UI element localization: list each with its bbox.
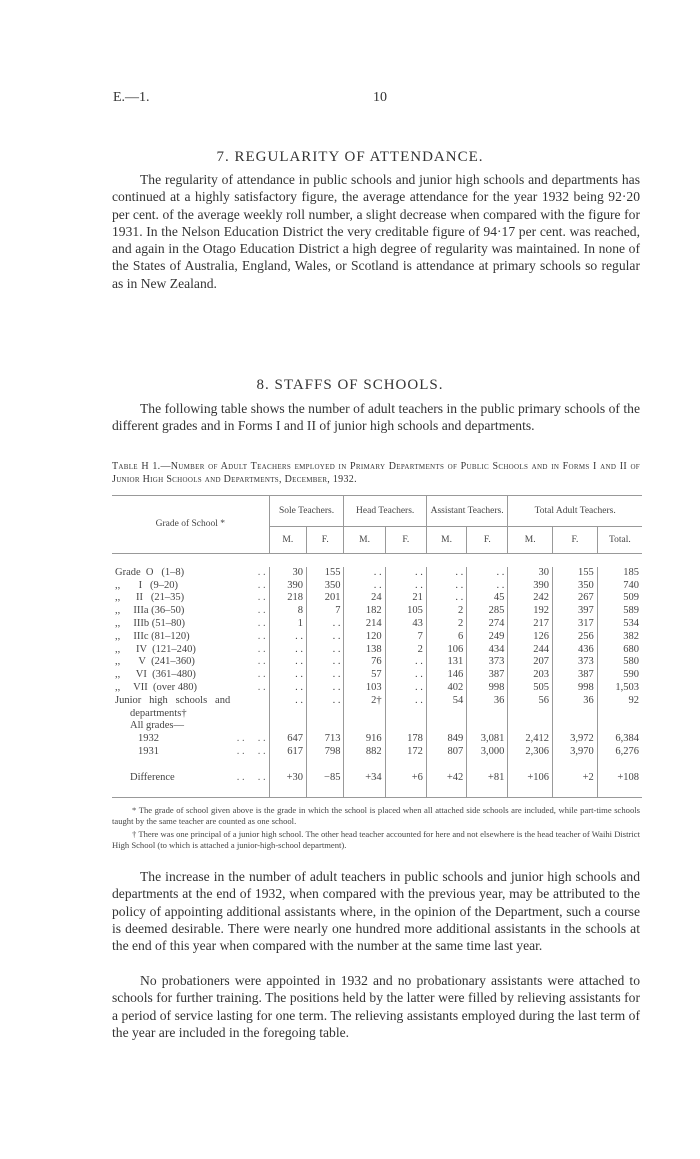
table-cell: 350 xyxy=(307,580,344,593)
table-cell: 36 xyxy=(553,695,598,708)
table-cell: 207 xyxy=(508,656,553,669)
row-grade-label: ,, V (241–360) xyxy=(115,656,195,668)
table-cell: 242 xyxy=(508,592,553,605)
header-m: M. xyxy=(426,527,466,554)
table-cell: . . xyxy=(307,618,344,631)
table-cell: 617 xyxy=(269,746,306,759)
row-grade-label: ,, IV (121–240) xyxy=(115,643,196,655)
table-cell: . . xyxy=(426,567,466,580)
table-cell: 2,412 xyxy=(508,733,553,746)
row-continuation: departments† xyxy=(130,707,187,719)
table-cell: 680 xyxy=(597,644,642,657)
teachers-table xyxy=(112,495,642,798)
table-cell: 589 xyxy=(597,605,642,618)
table-cell: 849 xyxy=(426,733,466,746)
table-cell: . . xyxy=(385,682,426,695)
table-cell: . . xyxy=(307,695,344,708)
table-cell: 2† xyxy=(344,695,385,708)
row-leader-dots: . . xyxy=(257,592,266,604)
table-cell: 76 xyxy=(344,656,385,669)
table-cell: +6 xyxy=(385,772,426,785)
table-cell: . . xyxy=(385,656,426,669)
table-cell: 3,970 xyxy=(553,746,598,759)
table-cell: 54 xyxy=(426,695,466,708)
row-leader-dots: . . xyxy=(257,579,266,591)
row-grade-label: ,, IIIa (36–50) xyxy=(115,605,185,617)
table-cell: . . xyxy=(269,695,306,708)
table-row xyxy=(112,567,642,580)
row-grade-label: Difference xyxy=(130,771,175,783)
table-cell: 2 xyxy=(426,605,466,618)
table-cell: . . xyxy=(385,669,426,682)
table-cell: 214 xyxy=(344,618,385,631)
row-leader-dots xyxy=(233,695,269,708)
table-cell: 192 xyxy=(508,605,553,618)
row-leader-dots: . . xyxy=(257,656,266,668)
table-cell: 24 xyxy=(344,592,385,605)
table-cell: 201 xyxy=(307,592,344,605)
table-cell: . . xyxy=(269,631,306,644)
header-total-col: Total. xyxy=(597,527,642,554)
table-cell: −85 xyxy=(307,772,344,785)
header-f: F. xyxy=(553,527,598,554)
table-cell: 172 xyxy=(385,746,426,759)
table-cell: 317 xyxy=(553,618,598,631)
row-leader-dots: . . xyxy=(257,630,266,642)
table-cell: 178 xyxy=(385,733,426,746)
row-grade-label: ,, I (9–20) xyxy=(115,579,178,591)
table-row-year xyxy=(112,733,642,746)
table-row-year xyxy=(112,746,642,759)
table-cell: 92 xyxy=(597,695,642,708)
closing-paragraph-2: No probationers were appointed in 1932 and no probationary assistants were attached to schools for further training. The positions held by the latter were filled by relieving assistants for a period of service lasting for one term. The relieving assistants employed during the last term of the year are included in the foregoing table. xyxy=(112,973,640,1040)
table-caption: Table H 1.—Number of Adult Teachers employed in Primary Departments of Public Schools and in Forms I and II of Junior High Schools and Departments, December, 1932. xyxy=(112,461,640,485)
table-cell: 218 xyxy=(269,592,306,605)
table-row xyxy=(112,592,642,605)
table-cell: 580 xyxy=(597,656,642,669)
table-cell: 56 xyxy=(508,695,553,708)
header-f: F. xyxy=(307,527,344,554)
table-cell: . . xyxy=(467,567,508,580)
table-cell: 21 xyxy=(385,592,426,605)
row-leader-dots: . . xyxy=(257,617,266,629)
row-all-grades: All grades— xyxy=(130,720,184,732)
header-reference: E.—1. xyxy=(113,90,150,105)
staffs-paragraph: The following table shows the number of adult teachers in the public primary schools of the different grades and in Forms I and II of junior high schools and departments. xyxy=(112,401,640,434)
table-cell: 509 xyxy=(597,592,642,605)
page-number: 10 xyxy=(373,90,387,105)
table-cell: 436 xyxy=(553,644,598,657)
table-cell: . . xyxy=(269,644,306,657)
table-cell: +2 xyxy=(553,772,598,785)
table-cell: 387 xyxy=(467,669,508,682)
table-cell: 43 xyxy=(385,618,426,631)
row-leader-dots: . . xyxy=(257,669,266,681)
header-total: Total Adult Teachers. xyxy=(508,496,642,527)
table-cell: 373 xyxy=(467,656,508,669)
row-leader-dots: . . . . xyxy=(236,771,266,783)
table-row xyxy=(112,618,642,631)
table-cell: 45 xyxy=(467,592,508,605)
table-cell: . . xyxy=(307,631,344,644)
table-cell: . . xyxy=(269,669,306,682)
table-cell: 6 xyxy=(426,631,466,644)
table-cell: 57 xyxy=(344,669,385,682)
table-cell: 8 xyxy=(269,605,306,618)
footnote-junior-high: † There was one principal of a junior high school. The other head teacher accounted for here and not elsewhere is the head teacher of Waihi District High School (to which is attached a junior-high-school department). xyxy=(112,829,640,850)
table-cell: . . xyxy=(385,695,426,708)
table-cell: . . xyxy=(426,580,466,593)
table-cell: 285 xyxy=(467,605,508,618)
row-leader-dots: . . xyxy=(257,605,266,617)
table-cell: 103 xyxy=(344,682,385,695)
table-cell: 131 xyxy=(426,656,466,669)
table-cell: . . xyxy=(269,682,306,695)
row-leader-dots: . . . . xyxy=(236,745,266,757)
table-cell: 7 xyxy=(385,631,426,644)
table-cell: 402 xyxy=(426,682,466,695)
table-cell: . . xyxy=(426,592,466,605)
row-grade-label: ,, IIIb (51–80) xyxy=(115,617,185,629)
table-cell: 7 xyxy=(307,605,344,618)
table-cell: 267 xyxy=(553,592,598,605)
table-row xyxy=(112,631,642,644)
table-cell: 713 xyxy=(307,733,344,746)
table-cell: 274 xyxy=(467,618,508,631)
table-cell: 2,306 xyxy=(508,746,553,759)
table-cell: 647 xyxy=(269,733,306,746)
row-grade-label: 1932 xyxy=(138,733,159,745)
row-grade-label: ,, II (21–35) xyxy=(115,592,185,604)
table-cell: 998 xyxy=(553,682,598,695)
row-grade-label: ,, VII (over 480) xyxy=(115,681,198,693)
row-leader-dots: . . xyxy=(257,643,266,655)
header-m: M. xyxy=(344,527,385,554)
table-cell: 146 xyxy=(426,669,466,682)
table-cell: +34 xyxy=(344,772,385,785)
table-cell: 182 xyxy=(344,605,385,618)
table-cell: 3,081 xyxy=(467,733,508,746)
table-cell: 155 xyxy=(553,567,598,580)
header-m: M. xyxy=(508,527,553,554)
table-cell: 244 xyxy=(508,644,553,657)
table-row xyxy=(112,580,642,593)
header-assistant: Assistant Teachers. xyxy=(426,496,507,527)
table-cell: 434 xyxy=(467,644,508,657)
table-cell: 30 xyxy=(508,567,553,580)
table-cell: 590 xyxy=(597,669,642,682)
table-cell: . . xyxy=(344,567,385,580)
header-grade: Grade of School * xyxy=(155,519,226,530)
table-cell: 6,384 xyxy=(597,733,642,746)
table-cell: 256 xyxy=(553,631,598,644)
attendance-paragraph: The regularity of attendance in public schools and junior high schools and departments has continued at a highly satisfactory figure, the average attendance for the year 1932 being 92·20 per cent. of the average weekly roll number, a slight decrease when compared with the figure for 1931. In the Nelson Education District the very creditable figure of 94·17 per cent. was reached, and again in the Otago Education District a high degree of regularity was maintained. In none of the States of Australia, England, Wales, or Scotland is attendance at primary schools so regular as in New Zealand. xyxy=(112,172,640,291)
row-grade-label: Grade O (1–8) xyxy=(115,566,185,578)
header-sole: Sole Teachers. xyxy=(269,496,344,527)
table-cell: 2 xyxy=(426,618,466,631)
table-cell: . . xyxy=(385,580,426,593)
table-cell: . . xyxy=(307,656,344,669)
header-f: F. xyxy=(467,527,508,554)
table-row xyxy=(112,669,642,682)
table-cell: . . xyxy=(307,644,344,657)
row-grade-label: ,, VI (361–480) xyxy=(115,669,196,681)
table-cell: 397 xyxy=(553,605,598,618)
table-cell: 120 xyxy=(344,631,385,644)
table-cell: 740 xyxy=(597,580,642,593)
table-cell: 30 xyxy=(269,567,306,580)
table-cell: 155 xyxy=(307,567,344,580)
row-leader-dots: . . xyxy=(257,566,266,578)
footnote-grade: * The grade of school given above is the grade in which the school is placed when all attached side schools are included, while part-time schools taught by the same teacher are counted as one school. xyxy=(112,805,640,826)
table-cell: +42 xyxy=(426,772,466,785)
table-cell: 373 xyxy=(553,656,598,669)
table-cell: +106 xyxy=(508,772,553,785)
row-leader-dots: . . . . xyxy=(236,733,266,745)
table-row xyxy=(112,605,642,618)
header-f: F. xyxy=(385,527,426,554)
table-cell: 382 xyxy=(597,631,642,644)
table-row xyxy=(112,656,642,669)
row-grade-label: 1931 xyxy=(138,745,159,757)
table-cell: 807 xyxy=(426,746,466,759)
table-cell: +108 xyxy=(597,772,642,785)
section-title-attendance: 7. REGULARITY OF ATTENDANCE. xyxy=(216,149,484,165)
table-cell: 126 xyxy=(508,631,553,644)
table-cell: 1,503 xyxy=(597,682,642,695)
header-head: Head Teachers. xyxy=(344,496,426,527)
row-grade-label: ,, IIIc (81–120) xyxy=(115,630,190,642)
table-cell: . . xyxy=(467,580,508,593)
table-cell: . . xyxy=(307,682,344,695)
table-cell: 534 xyxy=(597,618,642,631)
closing-paragraph-1: The increase in the number of adult teachers in public schools and junior high schools and departments at the end of 1932, when compared with the previous year, may be attributed to the policy of appointing additional assistants where, in the opinion of the Department, such a course is deemed desirable. There were nearly one hundred more additional assistants in the schools at the end of this year when compared with the number at the same time last year. xyxy=(112,869,640,954)
row-leader-dots: . . xyxy=(257,681,266,693)
header-m: M. xyxy=(269,527,306,554)
table-cell: +81 xyxy=(467,772,508,785)
table-cell: 106 xyxy=(426,644,466,657)
table-cell: 1 xyxy=(269,618,306,631)
table-cell: . . xyxy=(307,669,344,682)
row-grade-label: Junior high schools and xyxy=(115,694,231,706)
table-cell: 3,000 xyxy=(467,746,508,759)
table-cell: 882 xyxy=(344,746,385,759)
table-cell: 390 xyxy=(269,580,306,593)
table-cell: 138 xyxy=(344,644,385,657)
table-cell: 390 xyxy=(508,580,553,593)
table-cell: 249 xyxy=(467,631,508,644)
table-cell: . . xyxy=(269,656,306,669)
table-cell: 185 xyxy=(597,567,642,580)
table-row xyxy=(112,695,642,708)
table-cell: 2 xyxy=(385,644,426,657)
table-cell: 203 xyxy=(508,669,553,682)
table-cell: 916 xyxy=(344,733,385,746)
table-cell: 350 xyxy=(553,580,598,593)
table-cell: 3,972 xyxy=(553,733,598,746)
section-title-staffs: 8. STAFFS OF SCHOOLS. xyxy=(256,377,444,393)
table-cell: 998 xyxy=(467,682,508,695)
table-cell: 6,276 xyxy=(597,746,642,759)
table-row xyxy=(112,644,642,657)
table-cell: 387 xyxy=(553,669,598,682)
table-cell: 217 xyxy=(508,618,553,631)
table-cell: 798 xyxy=(307,746,344,759)
table-cell: +30 xyxy=(269,772,306,785)
table-row xyxy=(112,682,642,695)
table-cell: . . xyxy=(385,567,426,580)
table-cell: . . xyxy=(344,580,385,593)
table-cell: 505 xyxy=(508,682,553,695)
table-cell: 105 xyxy=(385,605,426,618)
table-cell: 36 xyxy=(467,695,508,708)
table-row-difference xyxy=(112,772,642,785)
